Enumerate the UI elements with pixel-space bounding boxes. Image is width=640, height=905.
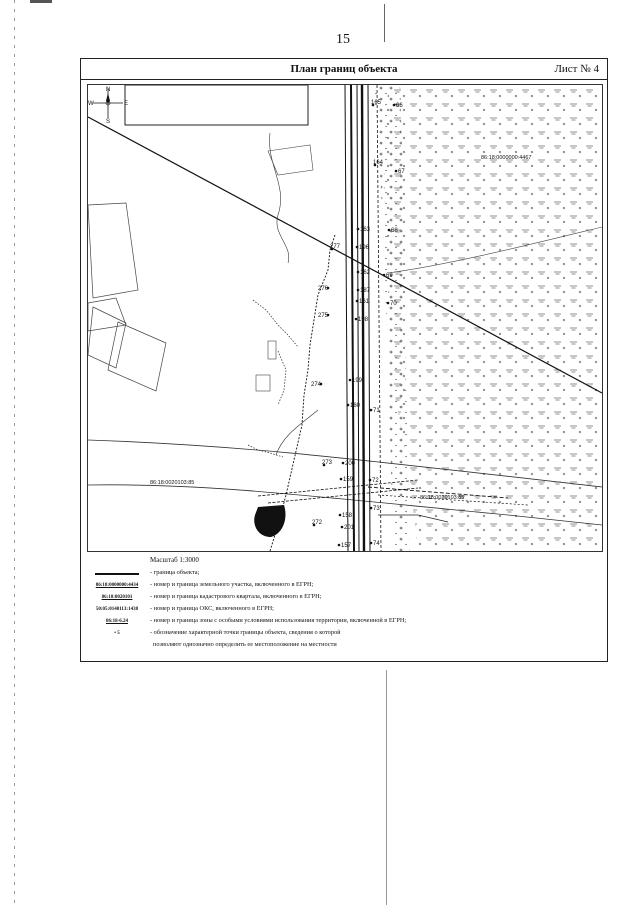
- legend-row-cadastral-quarter: [87, 592, 603, 603]
- legend-description: - обозначение характерной точки границы объекта, сведения о которой: [150, 629, 341, 636]
- land-parcel: [88, 298, 126, 331]
- legend-key: • 5: [114, 631, 120, 636]
- point-label: 199: [352, 378, 363, 384]
- point-label: 162: [360, 270, 371, 276]
- sheet-number: Лист № 4: [554, 63, 599, 75]
- scan-line: [386, 670, 387, 905]
- point-label: 72: [372, 478, 379, 484]
- building-outline: [125, 85, 308, 125]
- point-label: 165: [371, 100, 382, 106]
- fence-line: [278, 351, 286, 405]
- map-frame: [87, 84, 603, 552]
- boundary-point: [355, 318, 358, 321]
- point-label: 274: [311, 382, 322, 388]
- legend-row-land-parcel: [87, 580, 603, 591]
- header-divider: [81, 79, 607, 80]
- boundary-point: [340, 478, 343, 481]
- sheet-title: План границ объекта: [290, 63, 398, 75]
- point-label: 160: [350, 403, 361, 409]
- legend-row-boundary-point-cont: [87, 640, 603, 651]
- boundary-point: [393, 104, 396, 107]
- legend-description: - номер и граница земельного участка, включенного в ЕГРН;: [150, 581, 314, 588]
- legend-row-special-zone: [87, 616, 603, 627]
- point-label: 161: [359, 299, 370, 305]
- map-legend: [87, 556, 603, 657]
- object-boundary: [270, 235, 335, 551]
- compass-east: E: [124, 101, 129, 107]
- legend-row-capital-structure: [87, 604, 603, 615]
- legend-description: - граница объекта;: [150, 569, 200, 576]
- point-label: 198: [358, 317, 369, 323]
- boundary-point: [357, 271, 360, 274]
- boundary-point: [357, 228, 360, 231]
- boundary-point: [369, 479, 372, 482]
- point-label: 196: [359, 245, 370, 251]
- boundary-point: [383, 274, 386, 277]
- point-label: 159: [343, 477, 354, 483]
- boundary-point: [388, 229, 391, 232]
- compass-rose: [88, 87, 128, 125]
- point-label: 74: [373, 541, 380, 547]
- legend-key: 86:18:0020101: [101, 595, 133, 600]
- boundary-point: [347, 404, 350, 407]
- boundary-point: [349, 379, 352, 382]
- compass-south: S: [106, 119, 111, 125]
- point-label: 68: [391, 228, 398, 234]
- contour-line: [270, 133, 289, 263]
- boundary-point: [370, 409, 373, 412]
- legend-description: - номер и граница кадастрового квартала, включенного в ЕГРН;: [150, 593, 322, 600]
- cadastral-label: 86:18:0000000:4467: [481, 155, 532, 161]
- boundary-point: [356, 300, 359, 303]
- map-scale: Масштаб 1:3000: [150, 556, 199, 564]
- boundary-point: [357, 289, 360, 292]
- point-label: 187: [360, 288, 371, 294]
- point-label: 164: [373, 160, 384, 166]
- boundary-point: [339, 514, 342, 517]
- point-label: 157: [341, 543, 352, 549]
- legend-description: - номер и граница зоны с особыми условиями использования территории, включенной в ЕГРН;: [150, 617, 407, 624]
- boundary-point: [387, 302, 390, 305]
- fence-line: [253, 300, 298, 347]
- boundary-point: [370, 542, 373, 545]
- structure-outline: [268, 341, 276, 359]
- legend-key: 50:05:0140113:1438: [95, 607, 139, 612]
- point-label: 275: [318, 313, 329, 319]
- point-label: 66: [396, 103, 403, 109]
- legend-description: позволяют однозначно определить ее местоположение на местности: [153, 641, 337, 648]
- boundary-point: [395, 170, 398, 173]
- compass-north: N: [106, 87, 111, 93]
- cadastral-label: 86:18:0020103:85: [150, 480, 195, 486]
- land-parcel: [88, 307, 126, 368]
- scan-line: [384, 4, 385, 42]
- scan-mark: [30, 0, 52, 3]
- point-label: 272: [312, 520, 323, 526]
- boundary-map: [88, 85, 602, 551]
- scan-edge: [14, 0, 15, 905]
- land-parcel: [88, 203, 138, 298]
- legend-line-symbol: [95, 573, 139, 575]
- point-label: 69: [386, 273, 393, 279]
- point-label: 201: [344, 525, 355, 531]
- compass-west: W: [88, 101, 94, 107]
- point-label: 276: [318, 286, 329, 292]
- legend-description: - номер и граница ОКС, включенного в ЕГРН;: [150, 605, 274, 612]
- point-label: 73: [373, 506, 380, 512]
- land-parcel: [108, 322, 166, 391]
- boundary-point: [356, 246, 359, 249]
- legend-row-boundary-point: [87, 628, 603, 639]
- point-label: 158: [342, 513, 353, 519]
- point-label: 273: [322, 460, 333, 466]
- boundary-point: [338, 544, 341, 547]
- filled-object: [254, 505, 285, 537]
- boundary-point: [370, 507, 373, 510]
- cadastral-label: 86:18:0020103:85: [420, 495, 465, 501]
- legend-row-object-boundary: [87, 568, 603, 579]
- boundary-point: [342, 462, 345, 465]
- point-label: 277: [330, 244, 341, 250]
- point-label: 70: [390, 301, 397, 307]
- legend-key: 86:18:0000000:4434: [95, 583, 139, 588]
- legend-key: 86:18-6.24: [105, 619, 129, 624]
- point-label: 71: [373, 408, 380, 414]
- boundary-point: [341, 526, 344, 529]
- point-label: 67: [398, 169, 405, 175]
- plan-sheet: [80, 58, 608, 662]
- point-label: 200: [345, 461, 356, 467]
- page-number: 15: [336, 32, 350, 47]
- structure-outline: [256, 375, 270, 391]
- point-label: 163: [360, 227, 371, 233]
